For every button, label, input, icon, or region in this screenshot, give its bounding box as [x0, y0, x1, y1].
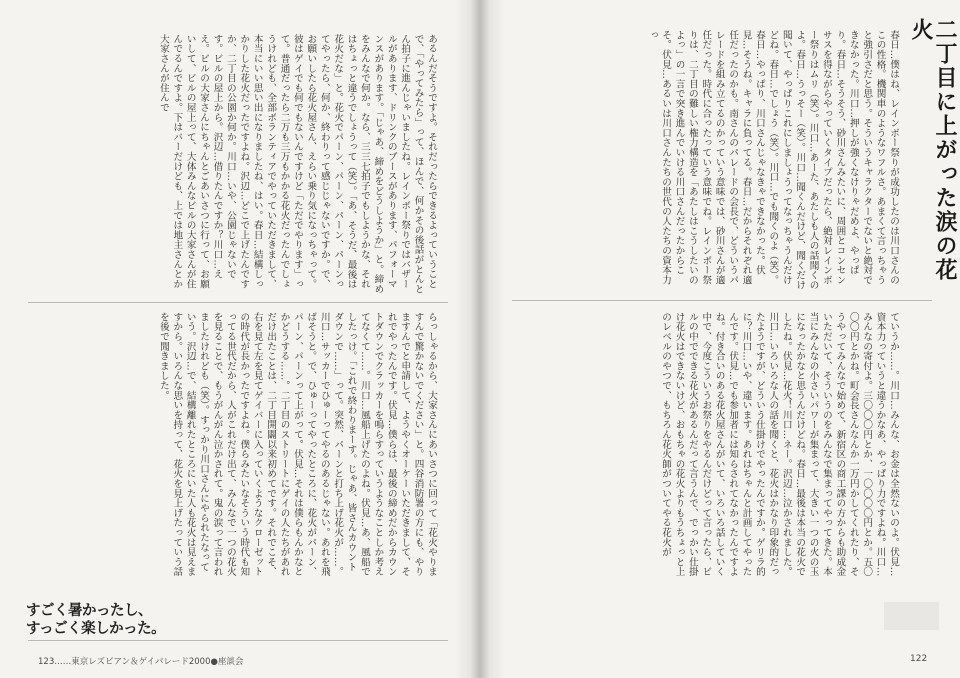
right-upper-text: 春日…僕はね、レインボー祭りが成功したのは川口さんのこの性格。機関車のようなワフルさ。あまくて言っちゃうと強引さだと思う。そういうキャラクターでないと絶対できなかった。川口…押しが強くなけりゃだめよ、やっぱり。春日…そうそう、砂川さんみたいに、周囲とコンセンサスを得ながらやっていくタイプだったら、絶対レインボー祭りはムリ（笑）。川口…あーた、あたしも人の話聞くのよ。春日…うっそー（笑）。川口…聞くんだけど、聞くだけ聞いて、やっぱりこれにしましょうってなっちゃうんだけどね。春日…でしょう（笑）。川口…でも聞くのよ（笑）。春日…やっぱり、川口さんじゃなきゃできなかった。伏見…そうね。キャラに負ってる。春日…だからそれぞれ適任だったのかも。南さんのパレードの会長で、どういうパレードを組み立てるのかっていう意味では、砂川さんが適任だった。時代に合ったっていう意味でね。レインボー祭りは、二丁目の難しい権力構造を「あたしはこうしたいのよっ」の一言で突き進んでいける川口さんだったからこそ。伏見…あるいは川口さんたちの世代の人たちの資本力っ: [646, 30, 899, 290]
right-upper-column: [540, 30, 900, 292]
catch-copy-line-2: すっごく楽しかった。: [26, 621, 166, 637]
left-column-divider: [28, 302, 448, 303]
left-upper-column: [56, 34, 438, 296]
page-number-left: 123……東京レズビアン＆ゲイパレード2000●座談会: [38, 657, 244, 667]
left-upper-text: あるんだそうですよ。それだったらできるよっていうことで、「やってみたら」って、ほんで、何かその後話がとんとん拍子に進んじゃいましたね。レインボー祭りではバザールがあります、ドリンクのブースがあります、パフォーマンスがあります。「じゃあ、締めをどうしようか」と。締めをみんなで何か。なら、三三七拍子でもしようかな、それはちょっと違うでしょうって（笑）。「あ、そうだ、最後は花火だな」と。花火でパーン、パーン、パーン、パーンってやったら、何か、終わりって感じじゃないですか。で、お願いしたら花火屋さん、えらい乗り気になっちゃって。彼はゲイでも何でもないんですけど「ただでやります」って。普通だったら二万も三万もかかる花火だったんでしょうけれども、全部ボランティアでやっていただきまして、本当にいい思い出になりましたね、はい。春日…結構しっかりした花火だったですよね。沢辺…どこで上げたんですか、二丁目の公園か何か。川口…いや、公園じゃないです。ビルの屋上から。沢辺…借りたんですか？川口…ええ。ビルの大家さんにちゃんとごあいさつに行って、お願いして、ビルの屋上って、大体みんなビルの大家さんが住んでるんですよ。下はバーだけども、上では地主さんとか大家さんが住んで: [157, 34, 437, 294]
page-number-right: 122: [910, 654, 928, 664]
faded-print: [884, 602, 939, 630]
right-lower-column: [544, 312, 900, 584]
catch-copy-line-1: すごく暑かったし、: [26, 603, 152, 619]
left-lower-text: らっしゃるから、大家さんにあいさつに回って「花火やりますんで驚かないでください」と。四谷消防署の方にも、やりますんでと申請して、ようやくオーケーいただきまして、それでやったんです。伏見…僕らは、最後の締めだからカウントダウンでクラッカーを鳴らすっていうようなことしか考えてなくて……。川口…風船上げたのよね。伏見…あ、風船でしたっけ。「これで終わりまーす。じゃあ、皆さんカウントダウンで……」って。突然、パーンと打ち上げ花火が……。川口…サッカーでひゅーってやるのあるじゃない。あれを飛ばそうと。で、ひゅーってやったところに、花火がパーン、パーン、パーンって上がって。伏見…それは僕らもんかなとかどうする……。二丁目のストリートにゲイの人たちがあれだけ出たことは、二丁目開闢以来初めてです。それでこそ、右を見て左を見てゲイバーに入っていくようなクローゼットの時代が長かったですよね。僕らみたいなそういう時代も知ってる世代だから、人がこれだけ出て、みんなで一つの花火を見ることで、もうがんがん泣かされて。鬼の涙って言われましたけれども（笑）。すっかり川口さんにやられたなっていう。沢辺…で、結構離れたところにいた人も花火は見えますから。いろんな思いを持って、花火を見上げたっていう話を後で聞きました。: [157, 312, 437, 577]
right-column-divider: [512, 300, 932, 301]
right-lower-text: ていうか……。川口…みんな、お金は全然ないのよ。伏見…資本力っていうと違うかなあ、やっぱり力ですよね。川口…みんなの寄付よ。三〇〇〇円とか、一〇〇〇〇円とか。五〇〇〇円とかね。町会長さんなんか一万円かしてくれたり、そうやってみんなで始めて、新宿区の商工課の方からも助成金いただいて、そういうのをみんなで集まってやってきた。本当にみんなの小さいパワーが集まって、大きい一つの火の玉になったかなと思うんだけどね。春日…最後は本当の花火でしたね。伏見…花火！川口…ネー。沢辺…泣かされました。川口…いろいろな人の話を聞くと、花火はかなり印象的だったようですが、どういう仕掛けでやったんですか。ゲリラ的に？川口…いや、違います。あれはちゃんと計画してやったんです。伏見…でも参加者には知らされてなかったんですよね。付き合いのある花火屋さんがいて、いろいろ話していく中で、今度こういうお祭りをやるんだけどって言ったら、ビルの中でできる花火があるんだって言うんで、でっかい仕掛け花火はできないけど、おもちゃの花火よりもうちょっと上のレベルのやつで、もちろん花火師がついてやる花火が: [660, 312, 899, 577]
catch-copy: [26, 602, 165, 638]
article-title: 二丁目に上がった涙の花火: [908, 18, 957, 282]
left-lower-column: [62, 312, 438, 580]
left-footer-rule: [28, 640, 448, 641]
